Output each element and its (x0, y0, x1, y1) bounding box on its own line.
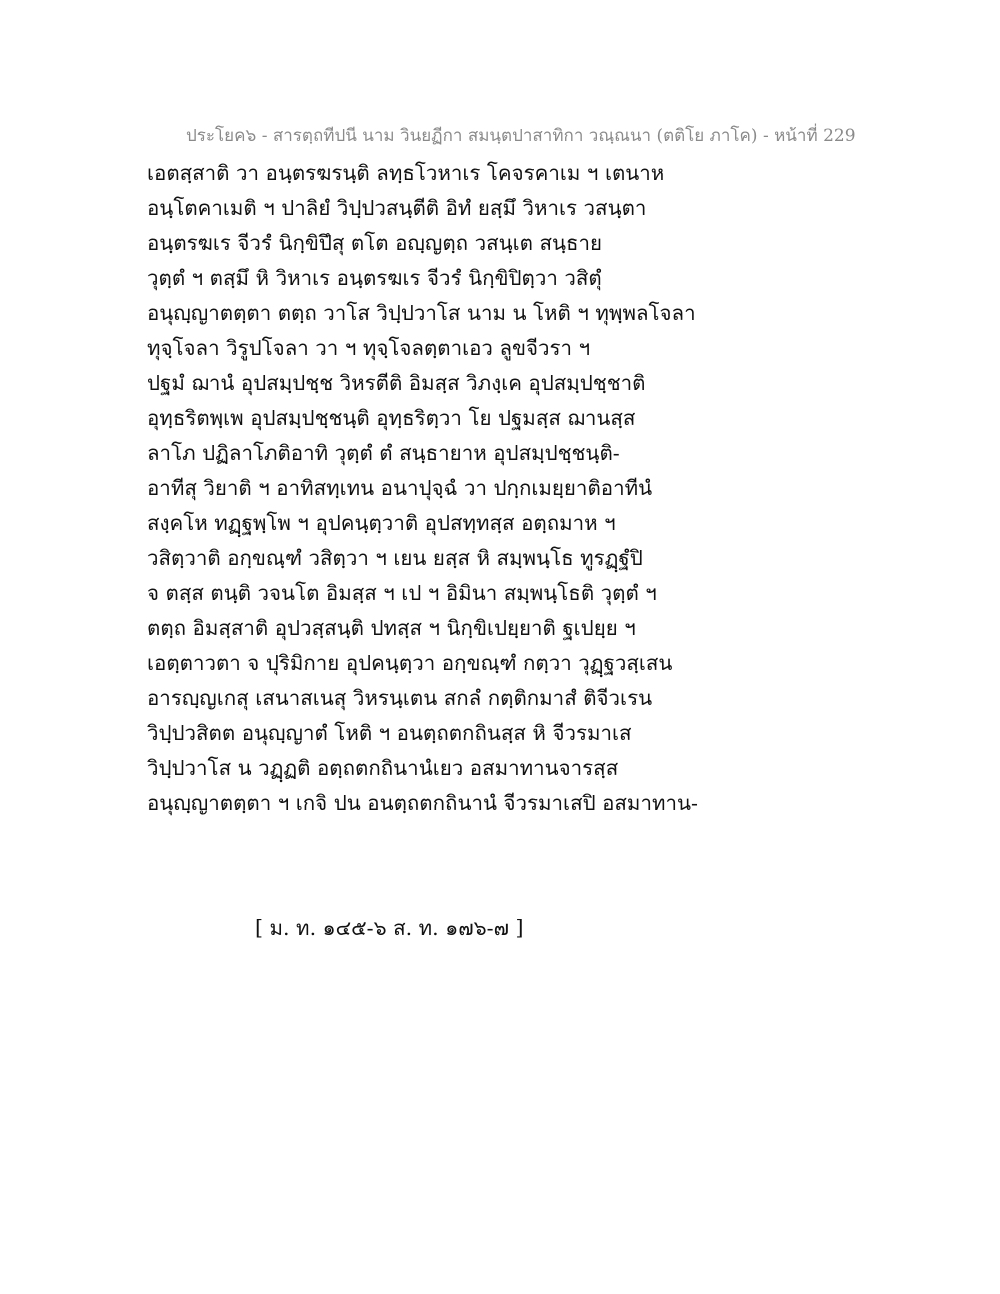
text-line: ทุจฺโจลา วิรูปโจลา วา ฯ ทุจฺโจลตฺตาเอว ลูขจีวรา ฯ (147, 336, 591, 360)
text-line: วุตฺตํ ฯ ตสฺมึ หิ วิหาเร อนฺตรฆเร จีวรํ นิกฺขิปิตฺวา วสิตุํ (147, 266, 602, 290)
text-line: ลาโภ ปฏิลาโภติอาทิ วุตฺตํ ตํ สนฺธายาห อุปสมฺปชฺชนฺติ- (147, 441, 620, 465)
text-line: อนฺตรฆเร จีวรํ นิกฺขิปึสุ ตโต อญฺญตฺถ วสนฺเต สนฺธาย (147, 231, 603, 255)
text-line: เอตสฺสาติ วา อนฺตรฆรนฺติ ลทฺธโวหาเร โคจรคาเม ฯ เตนาห (147, 161, 665, 185)
text-line: เอตฺตาวตา จ ปุริมิกาย อุปคนฺตฺวา อกฺขณฺฑํ กตฺวา วุฏฺฐวสฺเสน (147, 651, 673, 675)
text-line: อนุญฺญาตตฺตา ฯ เกจิ ปน อนตฺถตกถินานํ จีวรมาเสปิ อสมาทาน- (147, 791, 698, 815)
text-line: จ ตสฺส ตนฺติ วจนโต อิมสฺส ฯ เป ฯ อิมินา สมฺพนฺโธติ วุตฺตํ ฯ (147, 581, 657, 605)
text-line: อุทฺธริตพฺเพ อุปสมฺปชฺชนฺติ อุทฺธริตฺวา โย ปฐมสฺส ฌานสฺส (147, 406, 636, 430)
text-line: ปฐมํ ฌานํ อุปสมฺปชฺช วิหรตีติ อิมสฺส วิภงฺเค อุปสมฺปชฺชาติ (147, 371, 646, 395)
text-line: วิปฺปวาโส น วฏฺฏติ อตฺถตกถินานํเยว อสมาทานจารสฺส (147, 756, 619, 780)
text-line: อนฺโตคาเมติ ฯ ปาลิยํ วิปฺปวสนฺตีติ อิทํ ยสฺมึ วิหาเร วสนฺตา (147, 196, 647, 220)
text-line: อารญฺญเกสุ เสนาสเนสุ วิหรนฺเตน สกลํ กตฺติกมาสํ ติจีวเรน (147, 686, 653, 710)
text-line: วสิตฺวาติ อกฺขณฺฑํ วสิตฺวา ฯ เยน ยสฺส หิ สมฺพนฺโธ ทูรฏฺฐํปิ (147, 546, 643, 570)
body-text (147, 156, 847, 821)
text-line: ตตฺถ อิมสฺสาติ อุปวสฺสนฺติ ปทสฺส ฯ นิกฺขิเปยฺยาติ ฐเปยฺย ฯ (147, 616, 636, 640)
text-line: อาทีสุ วิยาติ ฯ อาทิสทฺเทน อนาปุจฺฉํ วา ปกฺกเมยฺยาติอาทีนํ (147, 476, 653, 500)
footnote-reference: [ ม. ท. ๑๔๕-๖ ส. ท. ๑๗๖-๗ ] (255, 916, 524, 940)
text-line: อนุญฺญาตตฺตา ตตฺถ วาโส วิปฺปวาโส นาม น โหติ ฯ ทุพฺพลโจลา (147, 301, 696, 325)
text-line: สงฺคโห ทฏฺฐพฺโพ ฯ อุปคนฺตฺวาติ อุปสทฺทสฺส อตฺถมาห ฯ (147, 511, 616, 535)
page-header: ประโยค๖ - สารตฺถทีปนี นาม วินยฏีกา สมนฺตปาสาทิกา วณฺณนา (ตติโย ภาโค) - หน้าที่ 229 (186, 126, 856, 146)
text-line: วิปฺปวสิตต อนุญฺญาตํ โหติ ฯ อนตฺถตกถินสฺส หิ จีวรมาเส (147, 721, 632, 745)
